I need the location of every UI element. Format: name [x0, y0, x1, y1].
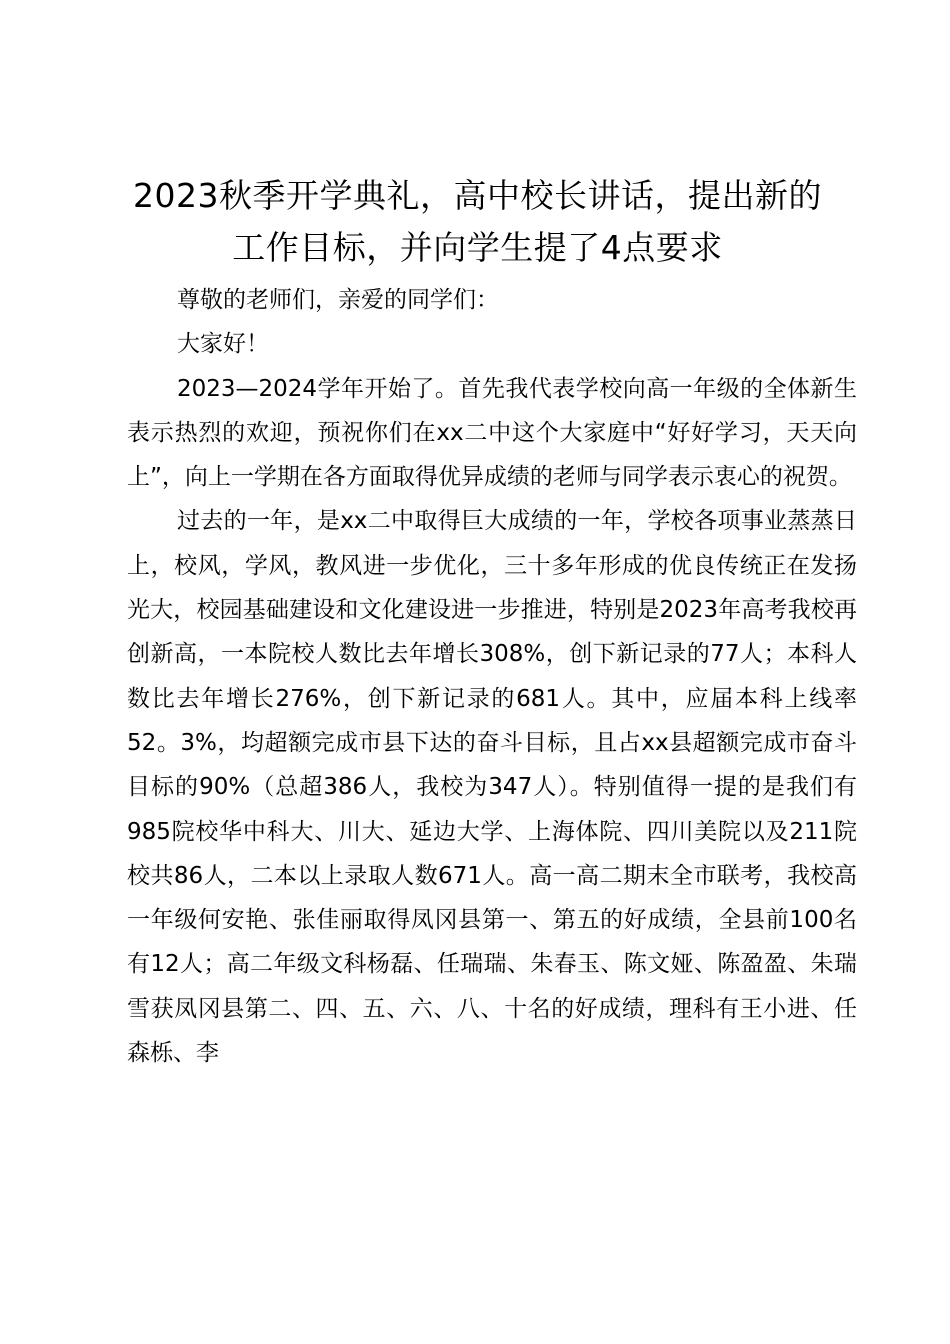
paragraph-welcome: 2023—2024学年开始了。首先我代表学校向高一年级的全体新生表示热烈的欢迎，预祝你们在xx二中这个大家庭中“好好学习，天天向上”，向上一学期在各方面取得优异成绩的老师与同学表示衷心的祝贺。 [127, 375, 857, 491]
document-body [127, 278, 857, 1075]
greeting: 大家好！ [177, 331, 269, 358]
document-title: 2023秋季开学典礼，高中校长讲话，提出新的工作目标，并向学生提了4点要求 [133, 176, 822, 267]
salutation: 尊敬的老师们，亲爱的同学们： [177, 287, 499, 313]
paragraph-achievements: 过去的一年，是xx二中取得巨大成绩的一年，学校各项事业蒸蒸日上，校风，学风，教风进一步优化，三十多年形成的优良传统正在发扬光大，校园基础建设和文化建设进一步推进，特别是2023年高考我校再创新高，一本院校人数比去年增长308%，创下新记录的77人；本科人数比去年增长276%，创下新记录的681人。其中，应届本科上线率52。3%，均超额完成市县下达的奋斗目标，且占xx县超额完成市奋斗目标的90%（总超386人，我校为347人）。特别值得一提的是我们有985院校华中科大、川大、延边大学、上海体院、四川美院以及211院校共86人，二本以上录取人数671人。高一高二期末全市联考，我校高一年级何安艳、张佳丽取得凤冈县第一、第五的好成绩，全县前100名有12人；高二年级文科杨磊、任瑞瑞、朱春玉、陈文娅、陈盈盈、朱瑞雪获凤冈县第二、四、五、六、八、十名的好成绩，理科有王小进、任森栎、李 [127, 508, 857, 1067]
